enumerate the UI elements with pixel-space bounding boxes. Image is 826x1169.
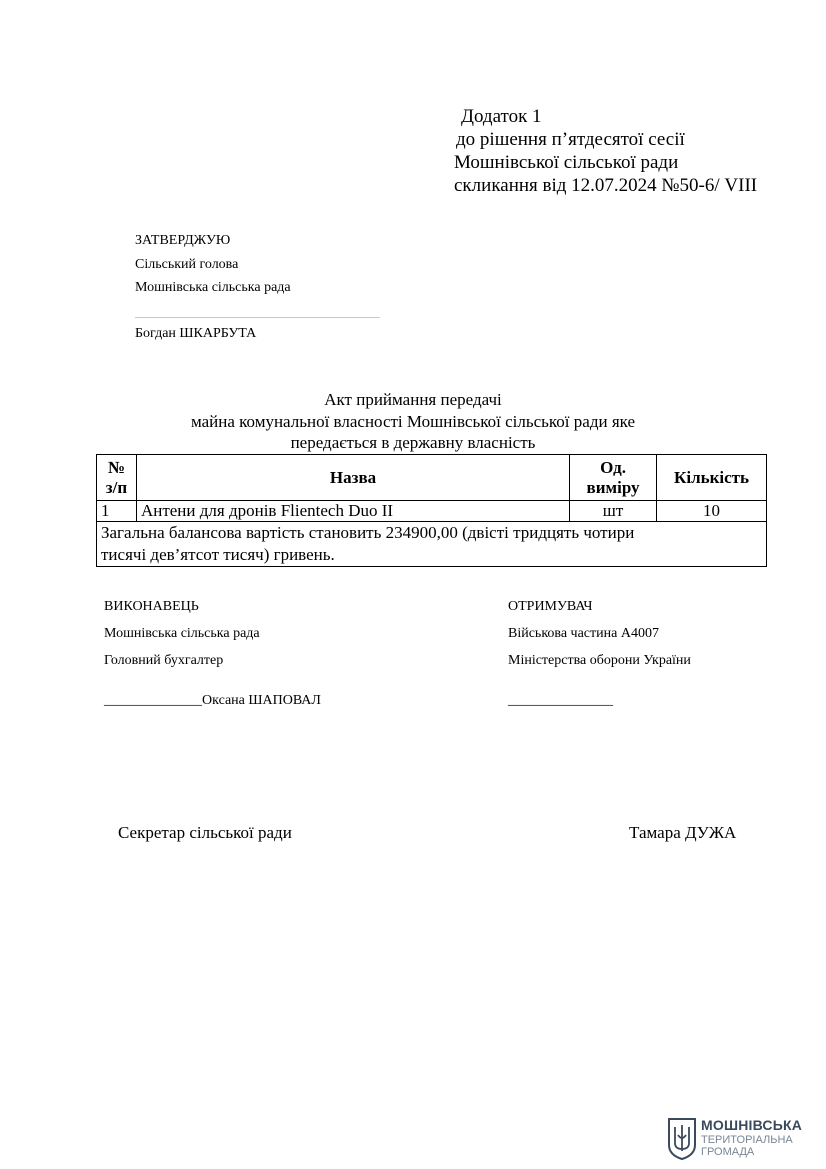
row-quantity: 10 [657, 501, 767, 522]
act-title-line2: майна комунальної власності Мошнівської сільської ради яке [190, 412, 636, 431]
table-header-row [97, 455, 767, 501]
recipient-ministry: Міністерства оборони України [508, 653, 691, 668]
executor-position: Головний бухгалтер [104, 653, 224, 668]
approval-name: Богдан ШКАРБУТА [135, 326, 257, 341]
header-number-abbr: з/п [105, 477, 128, 497]
header-unit-line1: Од. [600, 457, 626, 477]
header-unit [570, 455, 657, 501]
approval-heading: ЗАТВЕРДЖУЮ [135, 233, 231, 248]
total-value-line2: тисячі дев’ятсот тисяч) гривень. [101, 545, 335, 564]
executor-org: Мошнівська сільська рада [104, 626, 260, 641]
property-table [96, 454, 767, 567]
header-number-sign: № [107, 457, 126, 477]
row-item-name: Антени для дронів Flientech Duo II [136, 501, 569, 522]
header-number [97, 455, 137, 501]
approval-signature-line [135, 317, 380, 318]
brand-line1: МОШНІВСЬКА [701, 1117, 803, 1133]
secretary-position: Секретар сільської ради [118, 823, 292, 842]
row-unit: шт [570, 501, 657, 522]
row-number: 1 [97, 501, 137, 522]
table-row [97, 501, 767, 522]
approval-org: Мошнівська сільська рада [135, 280, 291, 295]
table-total-row [97, 522, 767, 567]
header-name: Назва [136, 455, 569, 501]
recipient-heading: ОТРИМУВАЧ [508, 599, 593, 614]
appendix-council: Мошнівської сільської ради [454, 152, 679, 173]
appendix-session-date: скликання від 12.07.2024 №50-6/ VIII [454, 175, 758, 196]
header-quantity: Кількість [657, 455, 767, 501]
executor-signature: ______________Оксана ШАПОВАЛ [104, 693, 321, 708]
total-value-text [97, 522, 767, 567]
secretary-name: Тамара ДУЖА [629, 823, 737, 842]
header-unit-line2: виміру [586, 477, 640, 497]
brand-line3: ГРОМАДА [701, 1146, 755, 1158]
executor-heading: ВИКОНАВЕЦЬ [104, 599, 199, 614]
act-title-line1: Акт приймання передачі [324, 390, 502, 409]
trident-emblem-icon [667, 1115, 697, 1161]
appendix-title: Додаток 1 [461, 106, 542, 127]
approval-position: Сільський голова [135, 257, 239, 272]
brand-line2: ТЕРИТОРІАЛЬНА [701, 1134, 793, 1146]
total-value-line1: Загальна балансова вартість становить 234900,00 (двісті тридцять чотири [101, 523, 635, 542]
recipient-org: Військова частина А4007 [508, 626, 659, 641]
appendix-decision: до рішення п’ятдесятої сесії [456, 129, 685, 150]
act-title-line3: передається в державну власність [290, 433, 536, 452]
recipient-signature: _______________ [508, 693, 613, 708]
